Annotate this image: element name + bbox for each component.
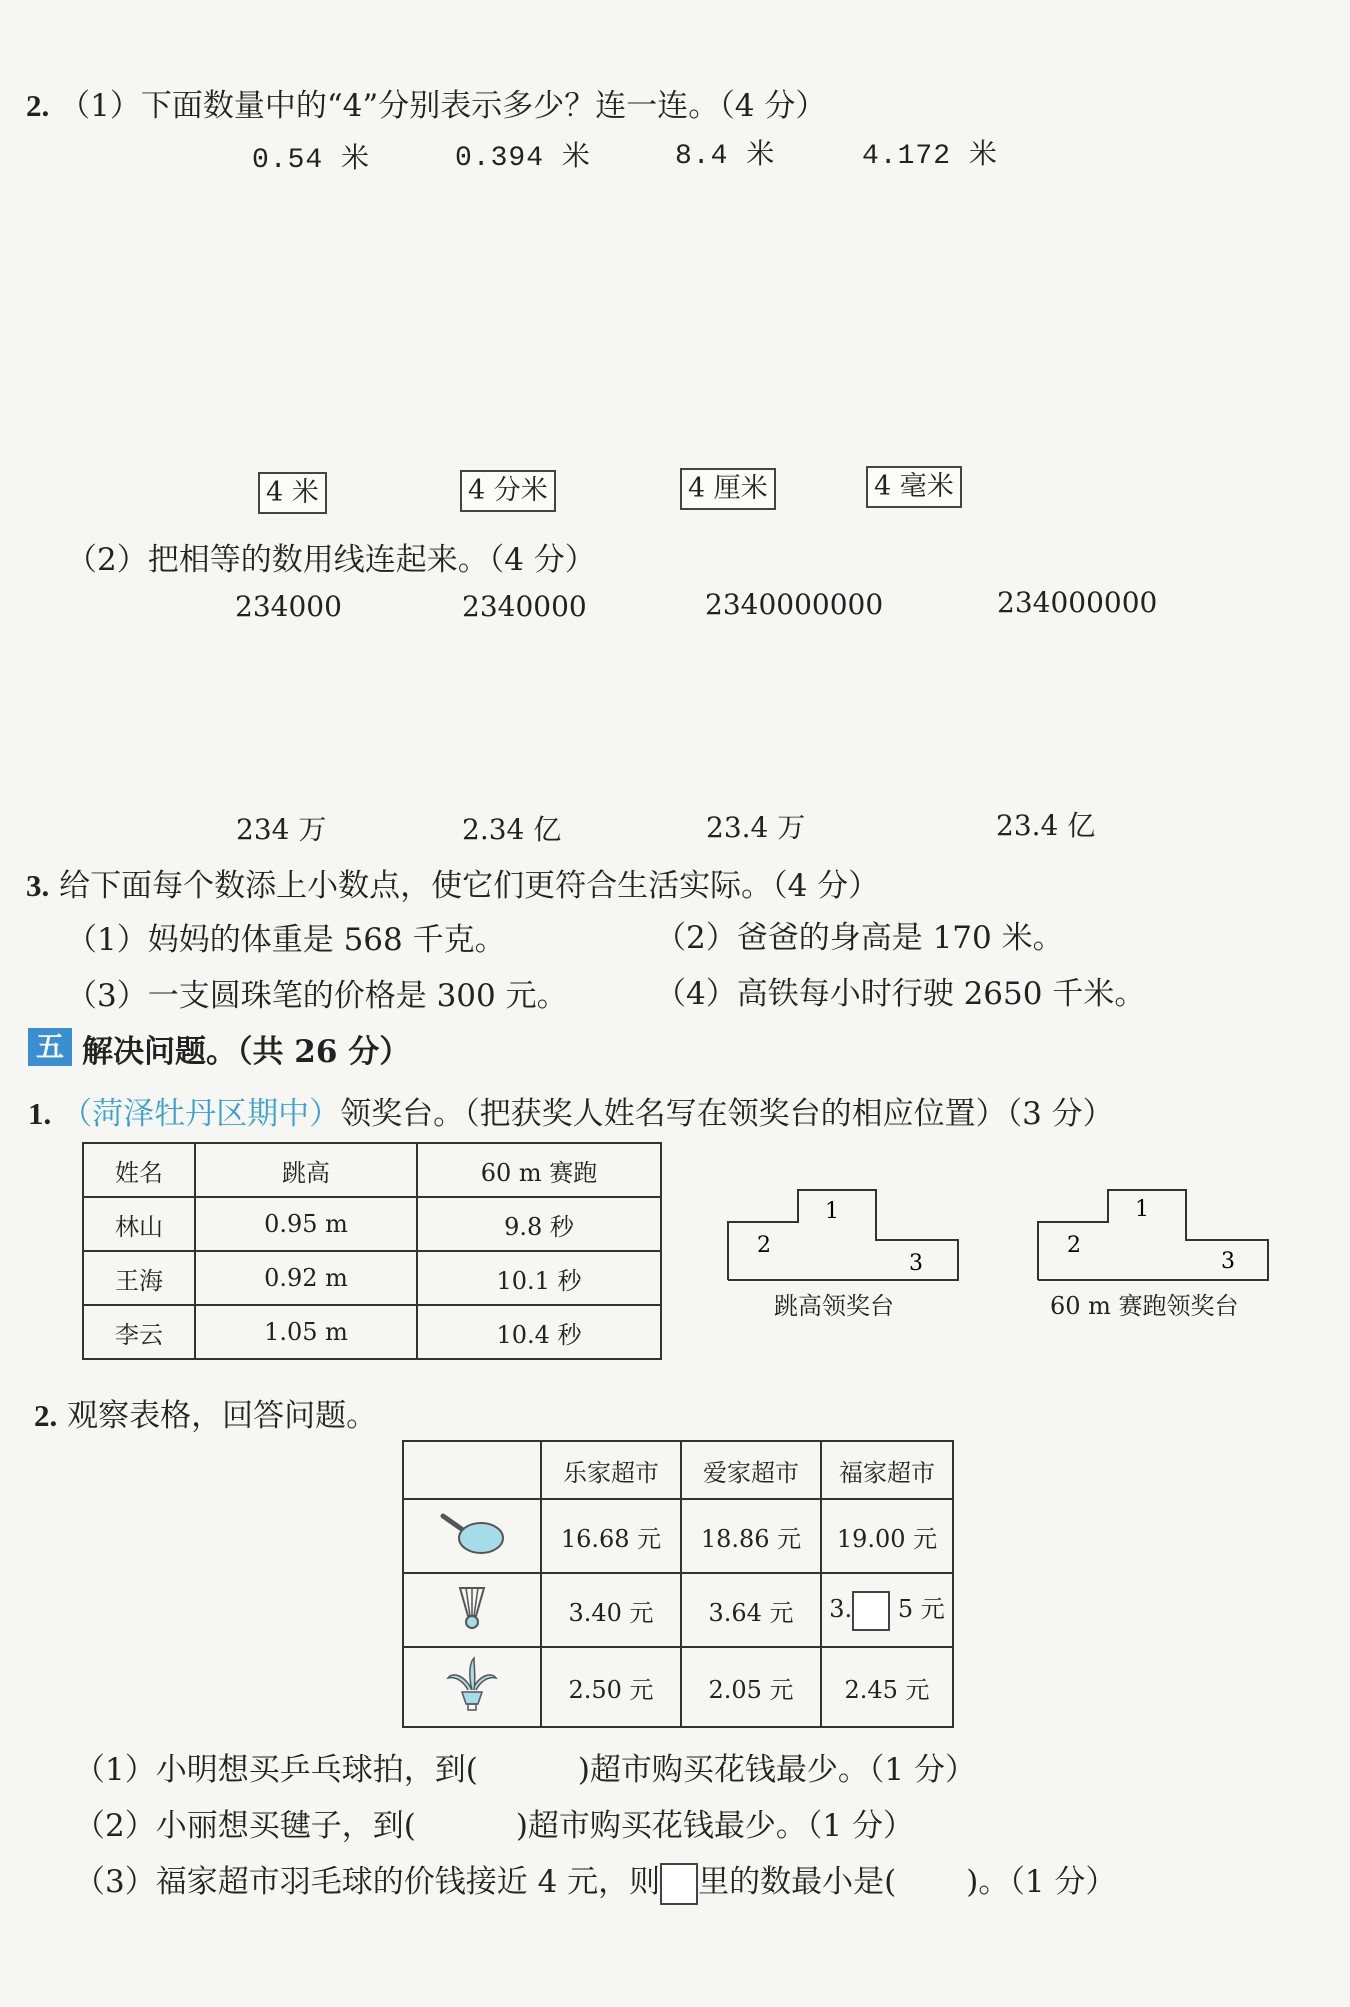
cell-name: 林山 [83,1197,195,1251]
cell-price: 18.86 元 [681,1499,821,1573]
cell-price: 2.45 元 [821,1647,953,1727]
cell-price-with-blank [821,1573,953,1647]
cell-price: 2.05 元 [681,1647,821,1727]
quantity-2: 0.394 米 [455,143,591,174]
podium1-place-2: 2 [757,1233,771,1258]
header-lejia: 乐家超市 [541,1441,681,1499]
empty-corner [403,1441,541,1499]
cell-name: 李云 [83,1305,195,1359]
unit-box-decimeter[interactable]: 4 分米 [460,470,556,512]
p2-heading [34,1390,377,1435]
cell-price: 3.40 元 [541,1573,681,1647]
p2-question-2 [74,1800,914,1845]
q2-part1-prompt: （1）下面数量中的“4”分别表示多少？连一连。（4 分） [59,88,827,124]
ping-pong-paddle-icon [437,1508,507,1558]
shuttlecock-icon [452,1582,492,1632]
table-row [403,1573,953,1647]
section-badge: 五 [28,1028,72,1066]
bottom-number-4: 23.4 亿 [996,809,1096,842]
q2-text-a: （2）小丽想买毽子，到( [74,1808,416,1844]
q3-heading [26,860,879,905]
podium1-place-1: 1 [825,1199,839,1224]
high-jump-podium [726,1186,962,1282]
cell-jump: 1.05 m [195,1305,417,1359]
q3-text-a: （3）福家超市羽毛球的价钱接近 4 元，则 [74,1864,661,1900]
plant-cell [403,1647,541,1727]
q2-part2-prompt: （2）把相等的数用线连起来。（4 分） [66,542,596,578]
sprint-podium [1036,1186,1272,1282]
p2-title: 观察表格，回答问题。 [67,1398,378,1434]
quantity-3: 8.4 米 [675,141,776,172]
cell-price: 19.00 元 [821,1499,953,1573]
q2-text-b: )超市购买花钱最少。（1 分） [515,1808,914,1844]
cell-price: 16.68 元 [541,1499,681,1573]
p2-question-1 [74,1744,976,1789]
podium2-place-3: 3 [1221,1249,1235,1274]
header-name: 姓名 [83,1143,195,1197]
price-table [402,1440,954,1728]
top-number-4: 234000000 [997,586,1158,619]
price-header-row [403,1441,953,1499]
q3-title: 给下面每个数添上小数点，使它们更符合生活实际。（4 分） [59,868,880,904]
header-aijia: 爱家超市 [681,1441,821,1499]
cell-price: 3.64 元 [681,1573,821,1647]
q1-text-b: )超市购买花钱最少。（1 分） [577,1752,976,1788]
cell-jump: 0.92 m [195,1251,417,1305]
p2-number: 2. [34,1398,58,1433]
unit-box-meter[interactable]: 4 米 [258,472,327,514]
shuttlecock-cell [403,1573,541,1647]
q2-number: 2. [26,88,50,123]
q3-text-c: )。（1 分） [966,1864,1117,1900]
results-table [82,1142,662,1360]
bottom-number-2: 2.34 亿 [462,813,562,846]
q3-number: 3. [26,868,50,903]
top-number-1: 234000 [235,590,342,623]
podium1-place-3: 3 [909,1251,923,1276]
podium1-label: 跳高领奖台 [774,1292,894,1320]
digit-blank-box-ref [660,1863,698,1905]
table-header-row [83,1143,661,1197]
top-number-2: 2340000 [462,590,587,623]
table-row [403,1499,953,1573]
q3-item-1: （1）妈妈的体重是 568 千克。 [66,922,506,958]
cell-price: 2.50 元 [541,1647,681,1727]
podium2-place-2: 2 [1067,1233,1081,1258]
price-prefix: 3. [829,1595,853,1624]
quantity-1: 0.54 米 [252,145,371,176]
podium2-place-1: 1 [1135,1197,1149,1222]
header-high-jump: 跳高 [195,1143,417,1197]
table-row [83,1251,661,1305]
header-fujia: 福家超市 [821,1441,953,1499]
table-row [403,1647,953,1727]
q3-item-2: （2）爸爸的身高是 170 米。 [655,920,1064,956]
price-suffix: 5 元 [897,1595,945,1624]
table-row [83,1197,661,1251]
cell-run: 10.4 秒 [417,1305,661,1359]
quantity-4: 4.172 米 [862,141,998,172]
q2-heading [26,80,826,125]
q3-text-b: 里的数最小是( [698,1864,897,1900]
cell-name: 王海 [83,1251,195,1305]
p1-title: 领奖台。（把获奖人姓名写在领奖台的相应位置）（3 分） [340,1096,1114,1132]
cell-jump: 0.95 m [195,1197,417,1251]
bottom-number-3: 23.4 万 [706,811,806,844]
unit-box-centimeter[interactable]: 4 厘米 [680,468,776,510]
p1-heading [28,1088,1114,1133]
p2-question-3 [74,1856,1116,1905]
q1-text-a: （1）小明想买乒乓球拍，到( [74,1752,478,1788]
p1-source: （菏泽牡丹区期中） [61,1096,341,1132]
paddle-cell [403,1499,541,1573]
header-60m: 60 m 赛跑 [417,1143,661,1197]
q3-item-3: （3）一支圆珠笔的价格是 300 元。 [66,978,568,1014]
bottom-number-1: 234 万 [236,813,327,846]
digit-blank-box[interactable] [852,1591,890,1631]
unit-box-millimeter[interactable]: 4 毫米 [866,466,962,508]
section-title: 解决问题。（共 26 分） [82,1034,411,1070]
podium2-label: 60 m 赛跑领奖台 [1050,1292,1239,1320]
q3-item-4: （4）高铁每小时行驶 2650 千米。 [655,976,1146,1012]
cell-run: 10.1 秒 [417,1251,661,1305]
table-row [83,1305,661,1359]
p1-number: 1. [28,1096,52,1131]
cell-run: 9.8 秒 [417,1197,661,1251]
potted-plant-icon [444,1654,500,1714]
top-number-3: 2340000000 [705,588,884,621]
